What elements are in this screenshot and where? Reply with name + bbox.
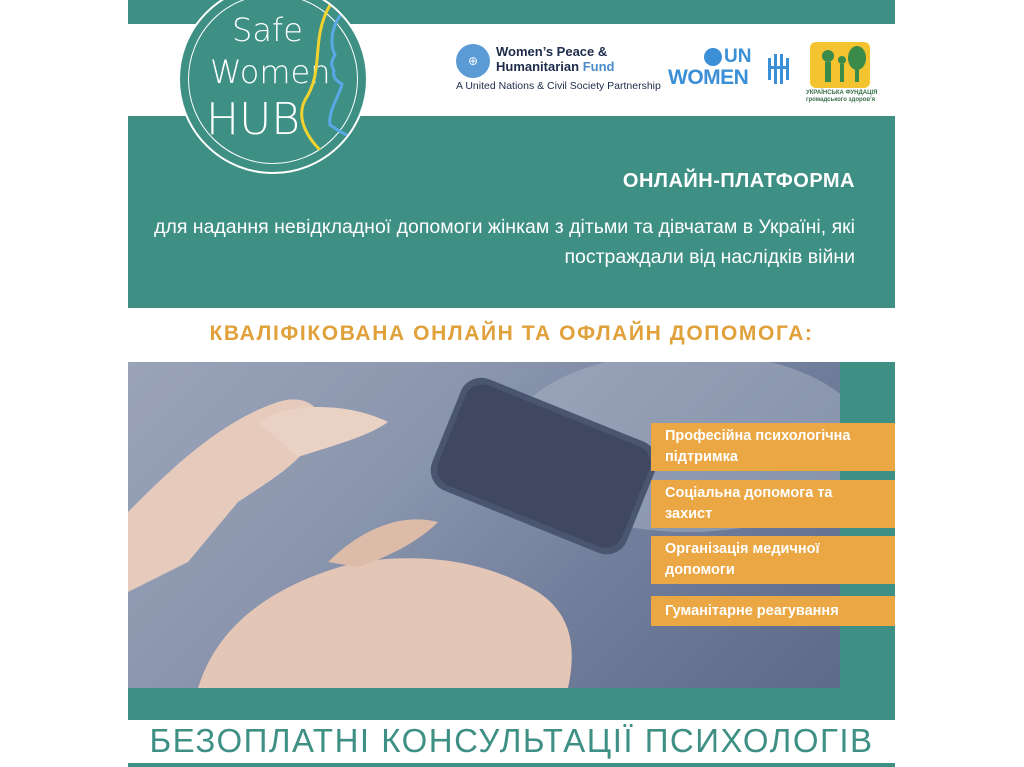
- service-item: Гуманітарне реагування: [651, 596, 895, 626]
- help-heading: КВАЛІФІКОВАНА ОНЛАЙН ТА ОФЛАЙН ДОПОМОГА:: [209, 322, 814, 345]
- hub-line1: Safe: [232, 11, 303, 49]
- un-women-un: UN: [724, 46, 752, 67]
- un-emblem-icon: ⊕: [456, 44, 490, 78]
- service-item: Соціальна допомога та захист: [651, 480, 895, 528]
- family-tree-icon: [810, 42, 870, 88]
- un-women-logo: [668, 48, 796, 92]
- uf-caption: УКРАЇНСЬКА ФУНДАЦІЯ громадського здоров’я: [806, 90, 878, 103]
- un-women-women: WOMEN: [668, 66, 749, 89]
- platform-description: для надання невідкладної допомоги жінкам з дітьми та дівчатам в Україні, які постраждали від наслідків війни: [154, 216, 855, 268]
- bottom-teal-band: [128, 688, 895, 720]
- wph-title-line2: Humanitarian Fund: [496, 59, 615, 74]
- service-item: Організація медичної допомоги: [651, 536, 895, 584]
- platform-title: ОНЛАЙН-ПЛАТФОРМА: [622, 170, 855, 192]
- wph-fund-logo: [456, 44, 666, 94]
- wph-title-line1: Women’s Peace &: [496, 44, 608, 59]
- un-emblem-icon: [704, 48, 722, 66]
- poster: [128, 0, 895, 767]
- bottom-rule: [128, 763, 895, 767]
- woman-profile-icon: [290, 0, 368, 150]
- wph-subtitle: A United Nations & Civil Society Partnership: [456, 80, 661, 92]
- un-women-bars-icon: [768, 54, 792, 84]
- hub-line2: Women: [210, 53, 331, 91]
- service-item: Професійна психологічна підтримка: [651, 423, 895, 471]
- ukrainian-foundation-logo: [806, 42, 886, 122]
- hub-line3: HUB: [206, 94, 301, 145]
- footer-title: БЕЗОПЛАТНІ КОНСУЛЬТАЦІЇ ПСИХОЛОГІВ: [149, 722, 874, 759]
